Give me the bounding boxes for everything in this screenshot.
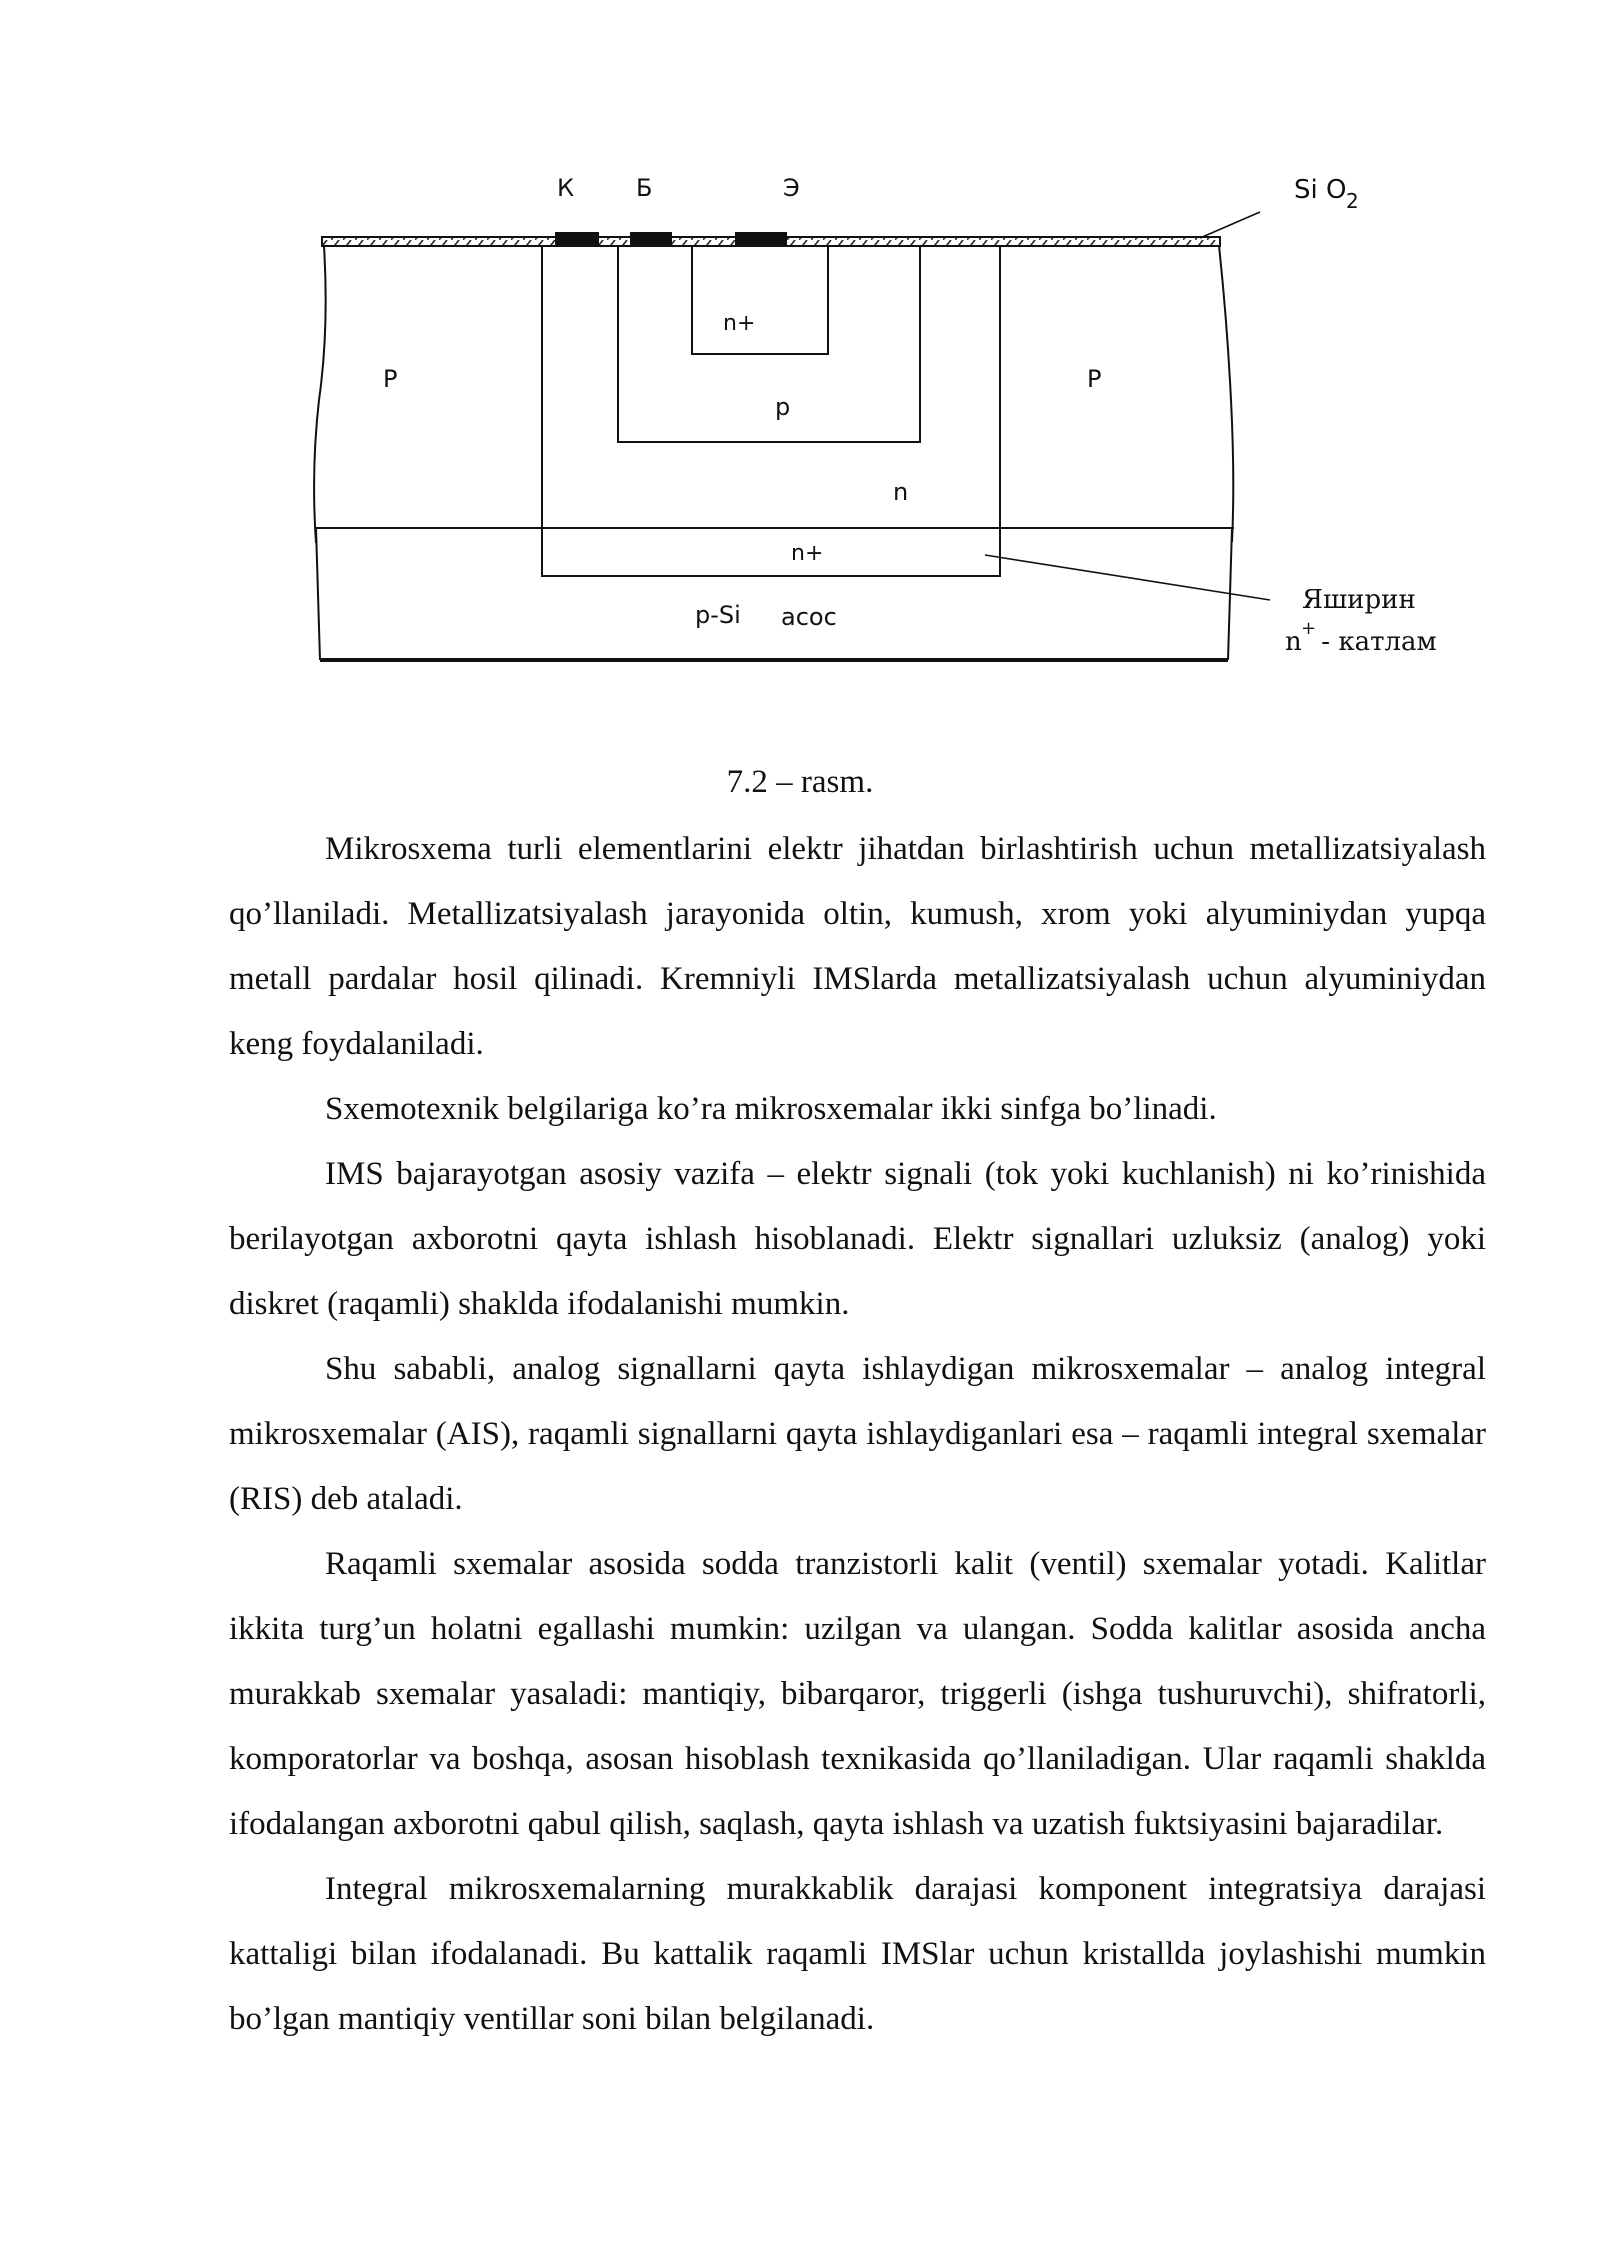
buried-layer-label-n: n: [1285, 627, 1302, 657]
paragraph: Sxemotexnik belgilariga ko’ra mikrosxemalar ikki sinfga bo’linadi.: [325, 1091, 1217, 1127]
left-p-label: P: [383, 365, 398, 393]
paragraph: Raqamli sxemalar asosida sodda tranzistorli kalit (ventil) sxemalar yotadi. Kalitlar ikkita turg’un holatni egallashi mumkin: uzilgan va ulangan. Sodda kalitlar asosida ancha murakkab sxemalar yasaladi: mantiqiy, bibarqaror, triggerli (ishga tushuruvchi), shifratorli, komporatorlar va boshqa, asosan hisoblash texnikasida qo’llaniladigan. Ular raqamli shaklda ifodalangan axborotni qabul qilish, saqlash, qayta ishlash va uzatish fuktsiyasini bajaradilar.: [229, 1546, 1486, 1842]
collector-label: К: [557, 174, 575, 202]
emitter-label: Э: [783, 174, 800, 202]
collector-contact: [555, 232, 599, 247]
buried-layer-label-line1: Яширин: [1302, 585, 1416, 615]
base-p-label: p: [775, 393, 791, 421]
paragraph: Mikrosxema turli elementlarini elektr jihatdan birlashtirish uchun metallizatsiyalash qo’llaniladi. Metallizatsiyalash jarayonida oltin, kumush, xrom yoki alyuminiydan yupqa metall pardalar hosil qilinadi. Kremniyli IMSlarda metallizatsiyalash uchun alyuminiydan keng foydalaniladi.: [229, 831, 1486, 1062]
substrate-word-label: асос: [781, 603, 837, 631]
substrate-left-edge: [316, 528, 320, 660]
crystal-outline-right: [1219, 246, 1233, 542]
paragraph: IMS bajarayotgan asosiy vazifa – elektr signali (tok yoki kuchlanish) ni ko’rinishida berilayotgan axborotni qayta ishlash hisoblanadi. Elektr signallari uzluksiz (analog) yoki diskret (raqamli) shaklda ifodalanishi mumkin.: [229, 1156, 1486, 1322]
emitter-contact: [735, 232, 787, 247]
buried-layer-label-plus: +: [1301, 618, 1317, 639]
substrate-si-label: p-Si: [695, 601, 741, 629]
base-contact: [630, 232, 672, 247]
paragraph: Shu sababli, analog signallarni qayta ishlaydigan mikrosxemalar – analog integral mikrosxemalar (AIS), raqamli signallarni qayta ishlaydiganlari esa – raqamli integral sxemalar (RIS) deb ataladi.: [229, 1351, 1486, 1517]
buried-layer-leader-line: [985, 555, 1270, 600]
transistor-cross-section-figure: [295, 160, 1475, 680]
emitter-n-plus-region: [692, 246, 828, 354]
collector-n-region: [542, 246, 1000, 576]
crystal-outline: [314, 246, 326, 543]
buried-layer-label-rest: - катлам: [1313, 627, 1437, 657]
cross-section-diagram: [295, 160, 1475, 680]
oxide-leader-line: [1200, 212, 1260, 238]
oxide-label-subscript: 2: [1346, 189, 1359, 213]
base-p-region: [618, 246, 920, 442]
base-label: Б: [636, 174, 653, 202]
collector-n-label: n: [893, 478, 909, 506]
emitter-n-plus-label: n+: [723, 311, 756, 336]
oxide-label: Si O: [1294, 175, 1347, 205]
right-p-label: P: [1087, 365, 1102, 393]
figure-caption: 7.2 – rasm.: [726, 764, 874, 800]
body-text: [229, 817, 1486, 2052]
paragraph: Integral mikrosxemalarning murakkablik darajasi komponent integratsiya darajasi kattaligi bilan ifodalanadi. Bu kattalik raqamli IMSlar uchun kristallda joylashishi mumkin bo’lgan mantiqiy ventillar soni bilan belgilanadi.: [229, 1871, 1486, 2037]
buried-n-plus-label: n+: [791, 541, 824, 566]
